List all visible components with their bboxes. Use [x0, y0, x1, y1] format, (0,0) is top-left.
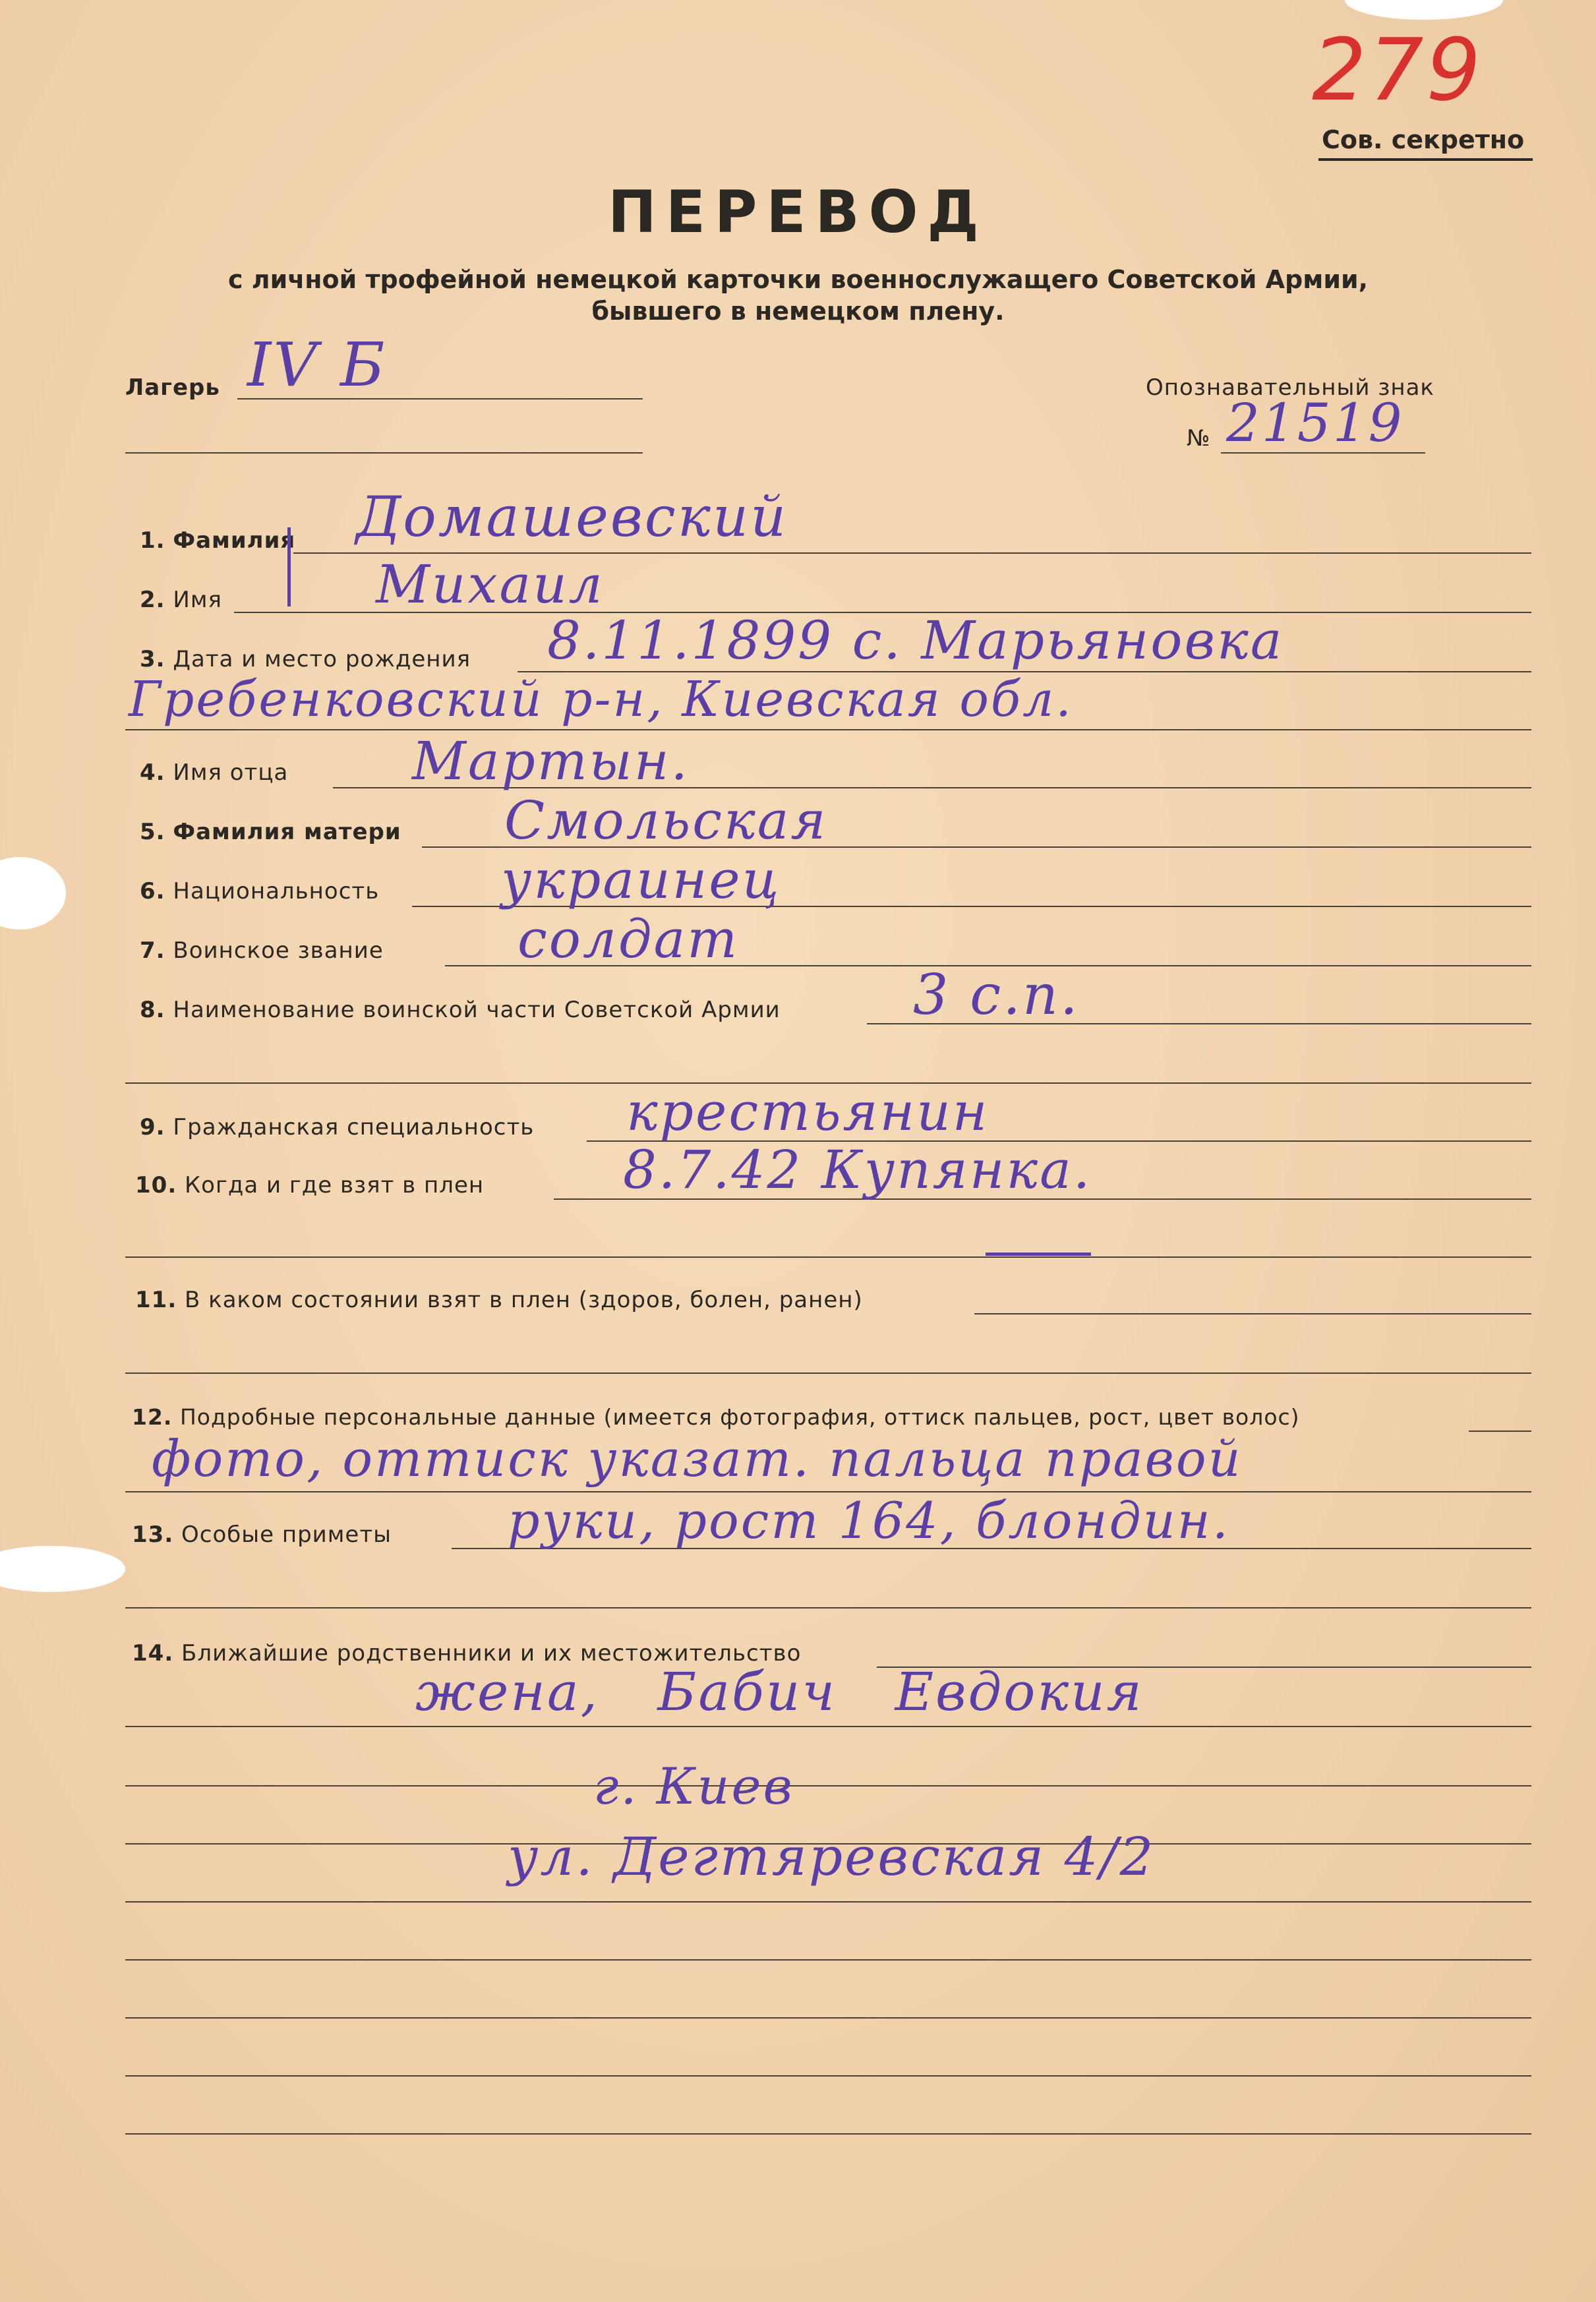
field-14-line-3: [125, 1785, 1531, 1786]
field-12-label: Подробные персональные данные (имеется фотография, оттиск пальцев, рост, цвет волос): [179, 1404, 1300, 1430]
field-6: [140, 878, 379, 904]
field-3: [140, 646, 471, 672]
field-4-number: 4.: [140, 759, 165, 786]
torn-notch-left-upper: [0, 857, 66, 930]
field-4-value: Мартын.: [412, 730, 690, 792]
field-12-line: [1469, 1431, 1531, 1432]
handwritten-dash: [986, 1253, 1091, 1256]
field-13-value: руки, рост 164, блондин.: [508, 1491, 1230, 1550]
document-title: ПЕРЕВОД: [608, 178, 988, 246]
field-11-line: [974, 1313, 1531, 1314]
field-8-value: 3 с.п.: [913, 962, 1080, 1027]
field-7-number: 7.: [140, 937, 165, 964]
field-10-label: Когда и где взят в плен: [185, 1172, 485, 1198]
field-3-value: 8.11.1899 с. Марьяновка: [547, 610, 1284, 671]
field-13-label: Особые приметы: [181, 1521, 392, 1548]
field-3-number: 3.: [140, 646, 165, 672]
field-14-line-8: [125, 2075, 1531, 2077]
field-6-label: Национальность: [173, 878, 380, 904]
classification-label: Сов. секретно: [1322, 125, 1525, 154]
field-11-label: В каком состоянии взят в плен (здоров, болен, ранен): [185, 1287, 863, 1313]
field-13: [132, 1521, 392, 1548]
field-9: [140, 1114, 534, 1140]
classification-underline: [1318, 158, 1533, 161]
field-14-line-5: [125, 1901, 1531, 1903]
field-1-value: Домашевский: [356, 485, 788, 549]
torn-notch-left-lower: [0, 1546, 125, 1592]
field-5: [140, 819, 401, 845]
field-14-value-2: г. Киев: [593, 1757, 794, 1815]
field-10-value: 8.7.42 Купянка.: [623, 1139, 1092, 1200]
field-14-value-3: ул. Дегтяревская 4/2: [508, 1826, 1156, 1887]
field-11-number: 11.: [135, 1287, 177, 1313]
field-2-value: Михаил: [376, 554, 605, 615]
id-tag-value: 21519: [1226, 392, 1404, 454]
field-9-value: крестьянин: [626, 1081, 990, 1142]
field-10-number: 10.: [135, 1172, 177, 1198]
subtitle-line-2: бывшего в немецком плену.: [591, 297, 1005, 326]
field-5-label: Фамилия матери: [173, 819, 401, 845]
field-3-line-2: [125, 729, 1531, 730]
field-6-number: 6.: [140, 878, 165, 904]
field-14-line-6: [125, 1959, 1531, 1961]
field-13-line-2: [125, 1607, 1531, 1608]
field-11-line-2: [125, 1372, 1531, 1374]
red-stamp-number: 279: [1312, 20, 1484, 120]
field-6-value: украинец: [501, 849, 781, 910]
field-1: [140, 527, 295, 554]
field-8: [140, 997, 781, 1023]
field-12: [132, 1404, 1300, 1430]
field-1-number: 1.: [140, 527, 165, 554]
subtitle-line-1: с личной трофейной немецкой карточки военнослужащего Советской Армии,: [227, 265, 1369, 294]
field-1-label: Фамилия: [173, 527, 296, 554]
field-12-number: 12.: [132, 1404, 173, 1430]
field-10-line-2: [125, 1256, 1531, 1258]
field-10: [135, 1172, 484, 1198]
field-4: [140, 759, 288, 786]
field-12-value: фото, оттиск указат. пальца правой: [152, 1429, 1243, 1488]
pen-stroke-mark: [287, 527, 291, 606]
field-9-number: 9.: [140, 1114, 165, 1140]
field-11: [135, 1287, 863, 1313]
field-14-number: 14.: [132, 1640, 174, 1667]
field-4-label: Имя отца: [173, 759, 289, 786]
camp-label: Лагерь: [125, 374, 220, 401]
field-14-line-2: [125, 1726, 1531, 1727]
torn-edge-top: [1345, 0, 1503, 20]
field-7: [140, 937, 384, 964]
field-14-value: жена, Бабич Евдокия: [415, 1661, 1144, 1723]
id-tag-prefix: №: [1187, 425, 1211, 452]
field-13-number: 13.: [132, 1521, 174, 1548]
field-3-value-2: Гребенковский р-н, Киевская обл.: [129, 671, 1073, 728]
camp-value: IV Б: [247, 330, 387, 400]
field-8-number: 8.: [140, 997, 165, 1023]
field-14-label: Ближайшие родственники и их местожительство: [181, 1640, 802, 1667]
field-2-label: Имя: [173, 587, 222, 613]
field-14-line-9: [125, 2133, 1531, 2135]
field-5-number: 5.: [140, 819, 165, 845]
field-3-label: Дата и место рождения: [173, 646, 471, 672]
field-7-label: Воинское звание: [173, 937, 384, 964]
field-8-label: Наименование воинской части Советской Армии: [173, 997, 781, 1023]
field-7-value: солдат: [517, 908, 740, 970]
field-2: [140, 587, 222, 613]
camp-second-line: [125, 452, 643, 454]
field-2-number: 2.: [140, 587, 165, 613]
field-9-label: Гражданская специальность: [173, 1114, 535, 1140]
field-5-value: Смольская: [504, 790, 828, 851]
field-14-line-7: [125, 2017, 1531, 2019]
id-tag-label: Опознавательный знак: [1146, 374, 1434, 401]
